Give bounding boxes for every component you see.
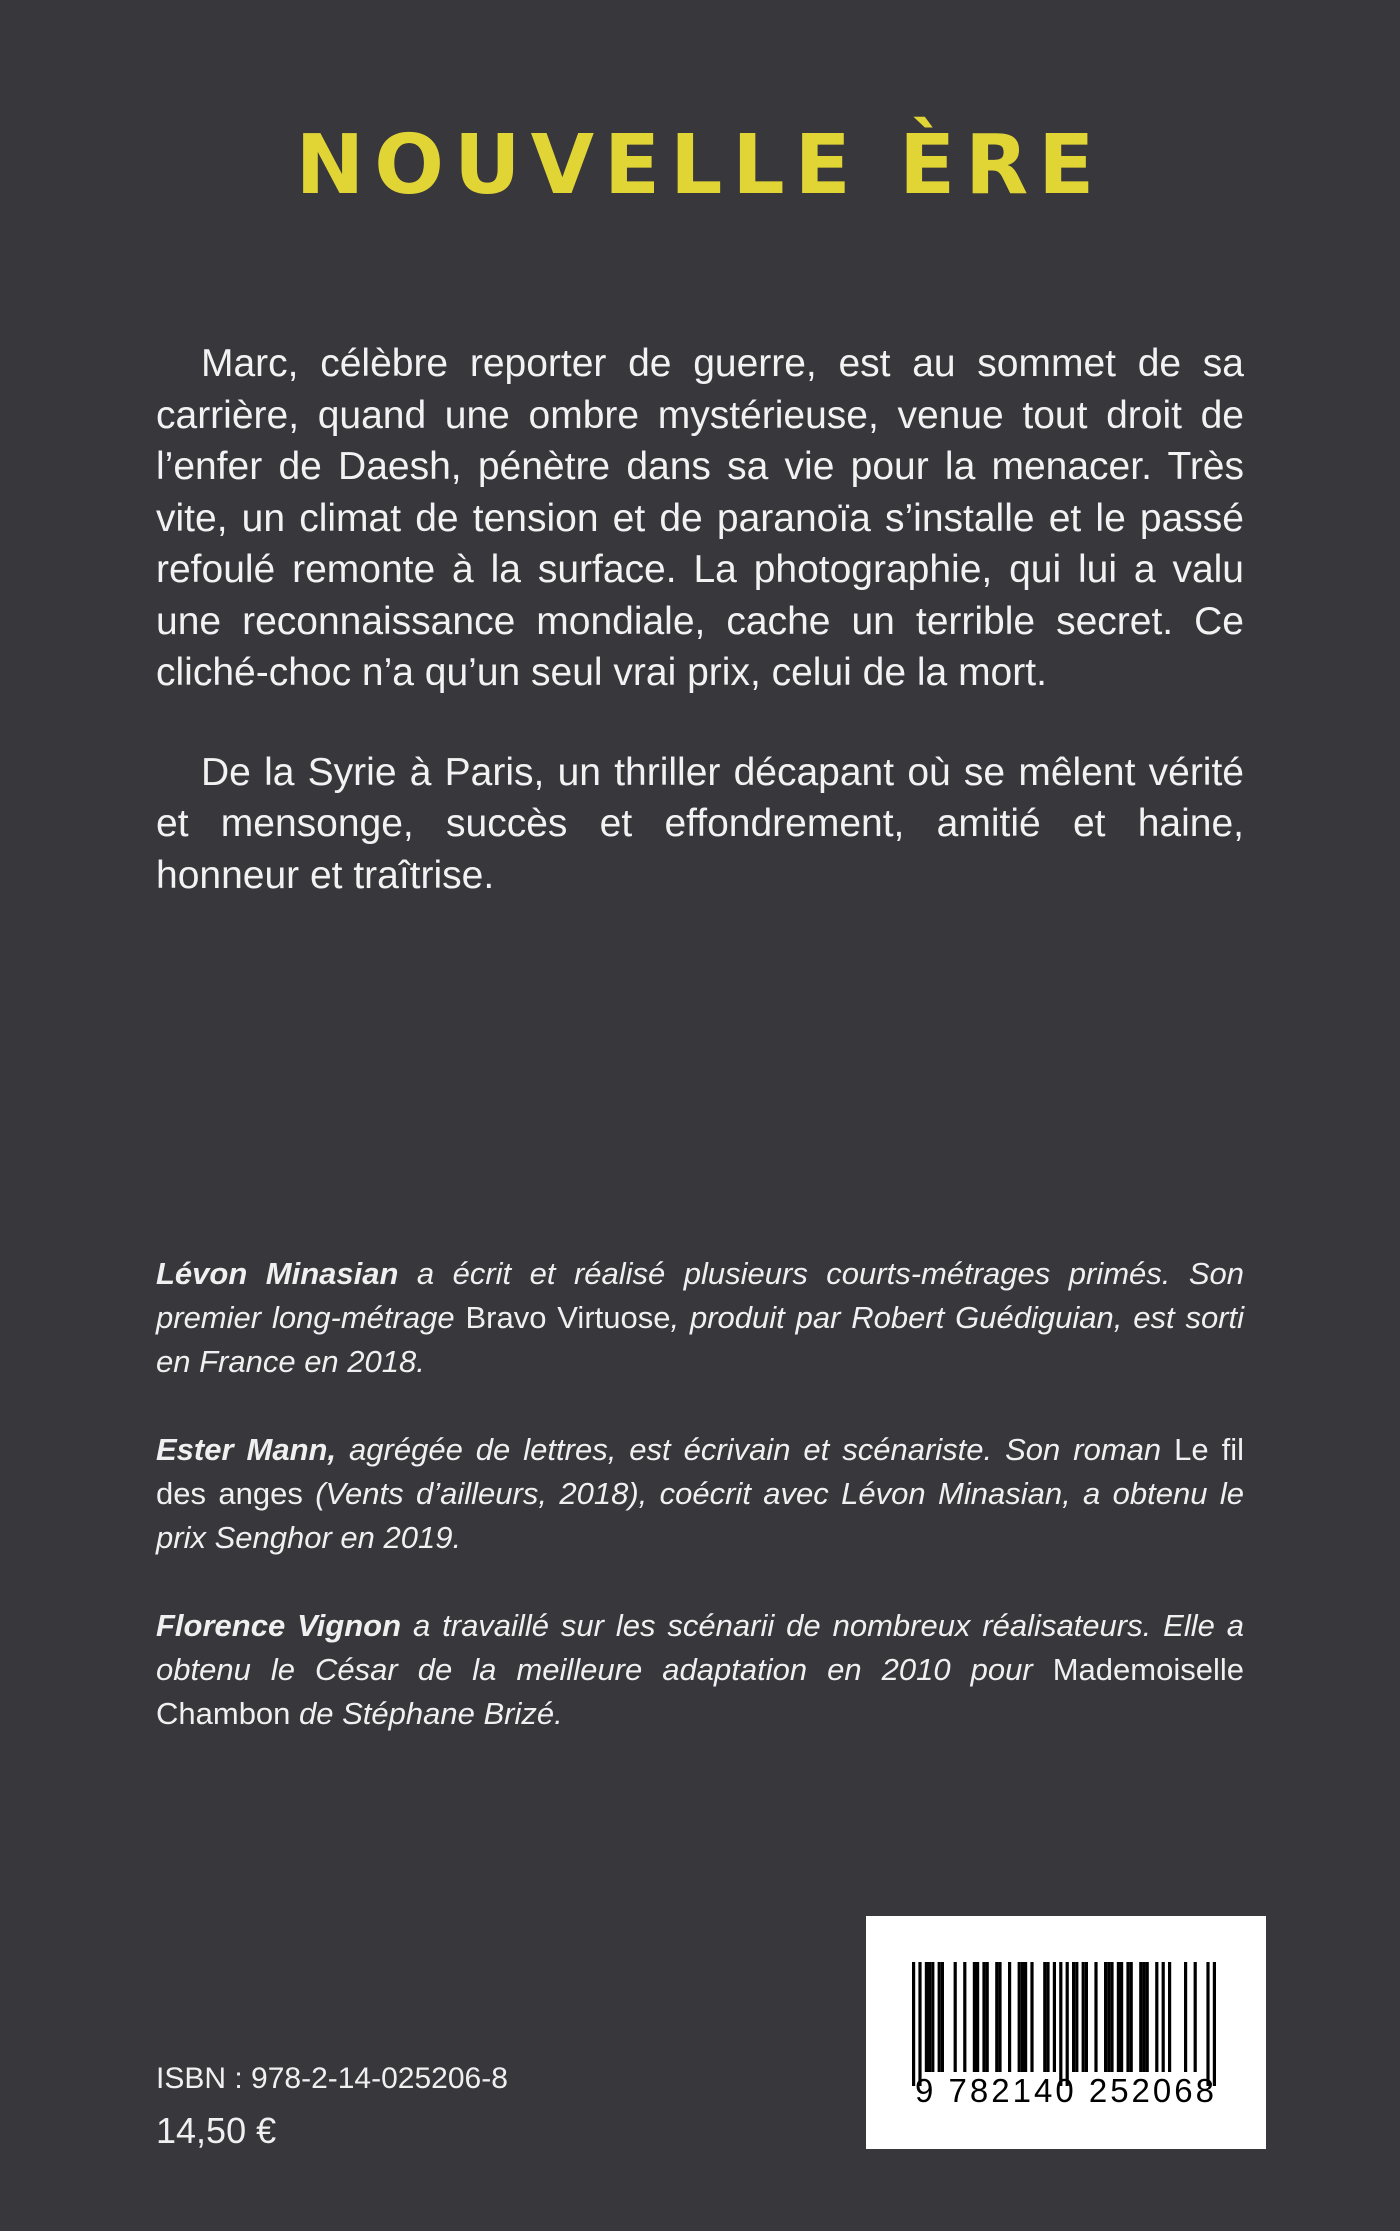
barcode-bar <box>1059 1962 1062 2086</box>
barcode-bar <box>976 1962 979 2072</box>
barcode-bar <box>973 1962 976 2072</box>
barcode-bar <box>1046 1962 1049 2072</box>
barcode-bar <box>963 1962 966 2072</box>
barcode-bar <box>1075 1962 1078 2072</box>
barcode-bar <box>1066 1962 1069 2086</box>
bio-text: a travaillé sur les scénarii de nombreux réalisateurs. Elle a obtenu le César de la meilleure adaptation en 2010 pour <box>156 1608 1244 1687</box>
author-name: Florence Vignon <box>156 1608 402 1643</box>
barcode-bar <box>1110 1962 1113 2072</box>
bio-text: agrégée de lettres, est écrivain et scénariste. Son roman <box>336 1432 1175 1467</box>
barcode-bar <box>982 1962 985 2072</box>
barcode-bar <box>1018 1962 1021 2072</box>
barcode-bar <box>1162 1962 1165 2072</box>
barcode-bar <box>1053 1962 1056 2072</box>
bio-text: a écrit et réalisé plusieurs courts-métrages primés. Son premier long-métrage <box>156 1256 1245 1335</box>
synopsis-paragraph-1: Marc, célèbre reporter de guerre, est au sommet de sa carrière, quand une ombre mystérieuse, venue tout droit de l’enfer de Daesh, pénètre dans sa vie pour la menacer. Très vite, un climat de tension et de paranoïa s’installe et le passé refoulé remonte à la surface. La photographie, qui lui a valu une reconnaissance mondiale, cache un terrible secret. Ce cliché-choc n’a qu’un seul vrai prix, celui de la mort. <box>156 342 1244 694</box>
barcode-bar <box>1168 1962 1171 2072</box>
barcode-bar <box>1107 1962 1110 2072</box>
author-bios <box>156 1252 1244 1780</box>
barcode-bar <box>1021 1962 1024 2072</box>
barcode-bar <box>995 1962 998 2072</box>
author-name: Lévon Minasian <box>156 1256 399 1291</box>
barcode-bar <box>986 1962 989 2072</box>
work-title: Bravo Virtuose <box>465 1300 671 1335</box>
barcode-bar <box>1213 1962 1216 2086</box>
bio-text: , produit par Robert Guédiguian, est sorti en France en 2018. <box>156 1300 1245 1379</box>
barcode-bar <box>1130 1962 1133 2072</box>
synopsis-paragraph-2: De la Syrie à Paris, un thriller décapant où se mêlent vérité et mensonge, succès et effondrement, amitié et haine, honneur et traîtrise. <box>156 750 1244 897</box>
work-title: Mademoiselle Chambon <box>156 1652 1244 1731</box>
barcode-bar <box>938 1962 941 2072</box>
barcode-bar <box>1184 1962 1187 2072</box>
barcode-bar <box>925 1962 928 2072</box>
barcode-bar <box>1008 1962 1011 2072</box>
barcode-bar <box>1155 1962 1158 2072</box>
barcode-bar <box>1206 1962 1209 2086</box>
work-title: Le fil des anges <box>156 1432 1244 1511</box>
barcode-bar <box>1024 1962 1027 2072</box>
barcode-bar <box>1117 1962 1120 2072</box>
barcode-bar <box>998 1962 1001 2072</box>
synopsis <box>156 338 1244 949</box>
barcode-bar <box>1104 1962 1107 2072</box>
bio-florence-vignon <box>156 1604 1244 1736</box>
bio-levon-minasian <box>156 1252 1244 1384</box>
barcode <box>866 1916 1266 2149</box>
barcode-bars <box>866 1916 1266 2149</box>
bio-ester-mann <box>156 1428 1244 1560</box>
barcode-bar <box>928 1962 931 2072</box>
barcode-bar <box>1072 1962 1075 2072</box>
barcode-bar <box>1030 1962 1033 2072</box>
barcode-bar <box>1139 1962 1142 2072</box>
barcode-bar <box>1146 1962 1149 2072</box>
barcode-bar <box>912 1962 915 2086</box>
bio-text: de Stéphane Brizé. <box>290 1696 563 1731</box>
barcode-bar <box>954 1962 957 2072</box>
barcode-digits: 9 782140 252068 <box>915 2072 1217 2109</box>
series-title: NOUVELLE ÈRE <box>295 118 1105 213</box>
barcode-bar <box>1120 1962 1123 2072</box>
bio-text: (Vents d’ailleurs, 2018), coécrit avec Lévon Minasian, a obtenu le prix Senghor en 2019. <box>156 1476 1244 1555</box>
barcode-bar <box>941 1962 944 2072</box>
barcode-bar <box>1126 1962 1129 2072</box>
barcode-bar <box>1043 1962 1046 2072</box>
barcode-bar <box>1194 1962 1197 2072</box>
barcode-bar <box>1085 1962 1088 2072</box>
barcode-bar <box>918 1962 921 2086</box>
barcode-bar <box>1142 1962 1145 2072</box>
barcode-bar <box>1082 1962 1085 2072</box>
author-name: Ester Mann, <box>156 1432 337 1467</box>
barcode-bar <box>931 1962 934 2072</box>
barcode-bar <box>1094 1962 1097 2072</box>
isbn: ISBN : 978-2-14-025206-8 <box>156 2062 508 2095</box>
price: 14,50 € <box>156 2110 277 2151</box>
